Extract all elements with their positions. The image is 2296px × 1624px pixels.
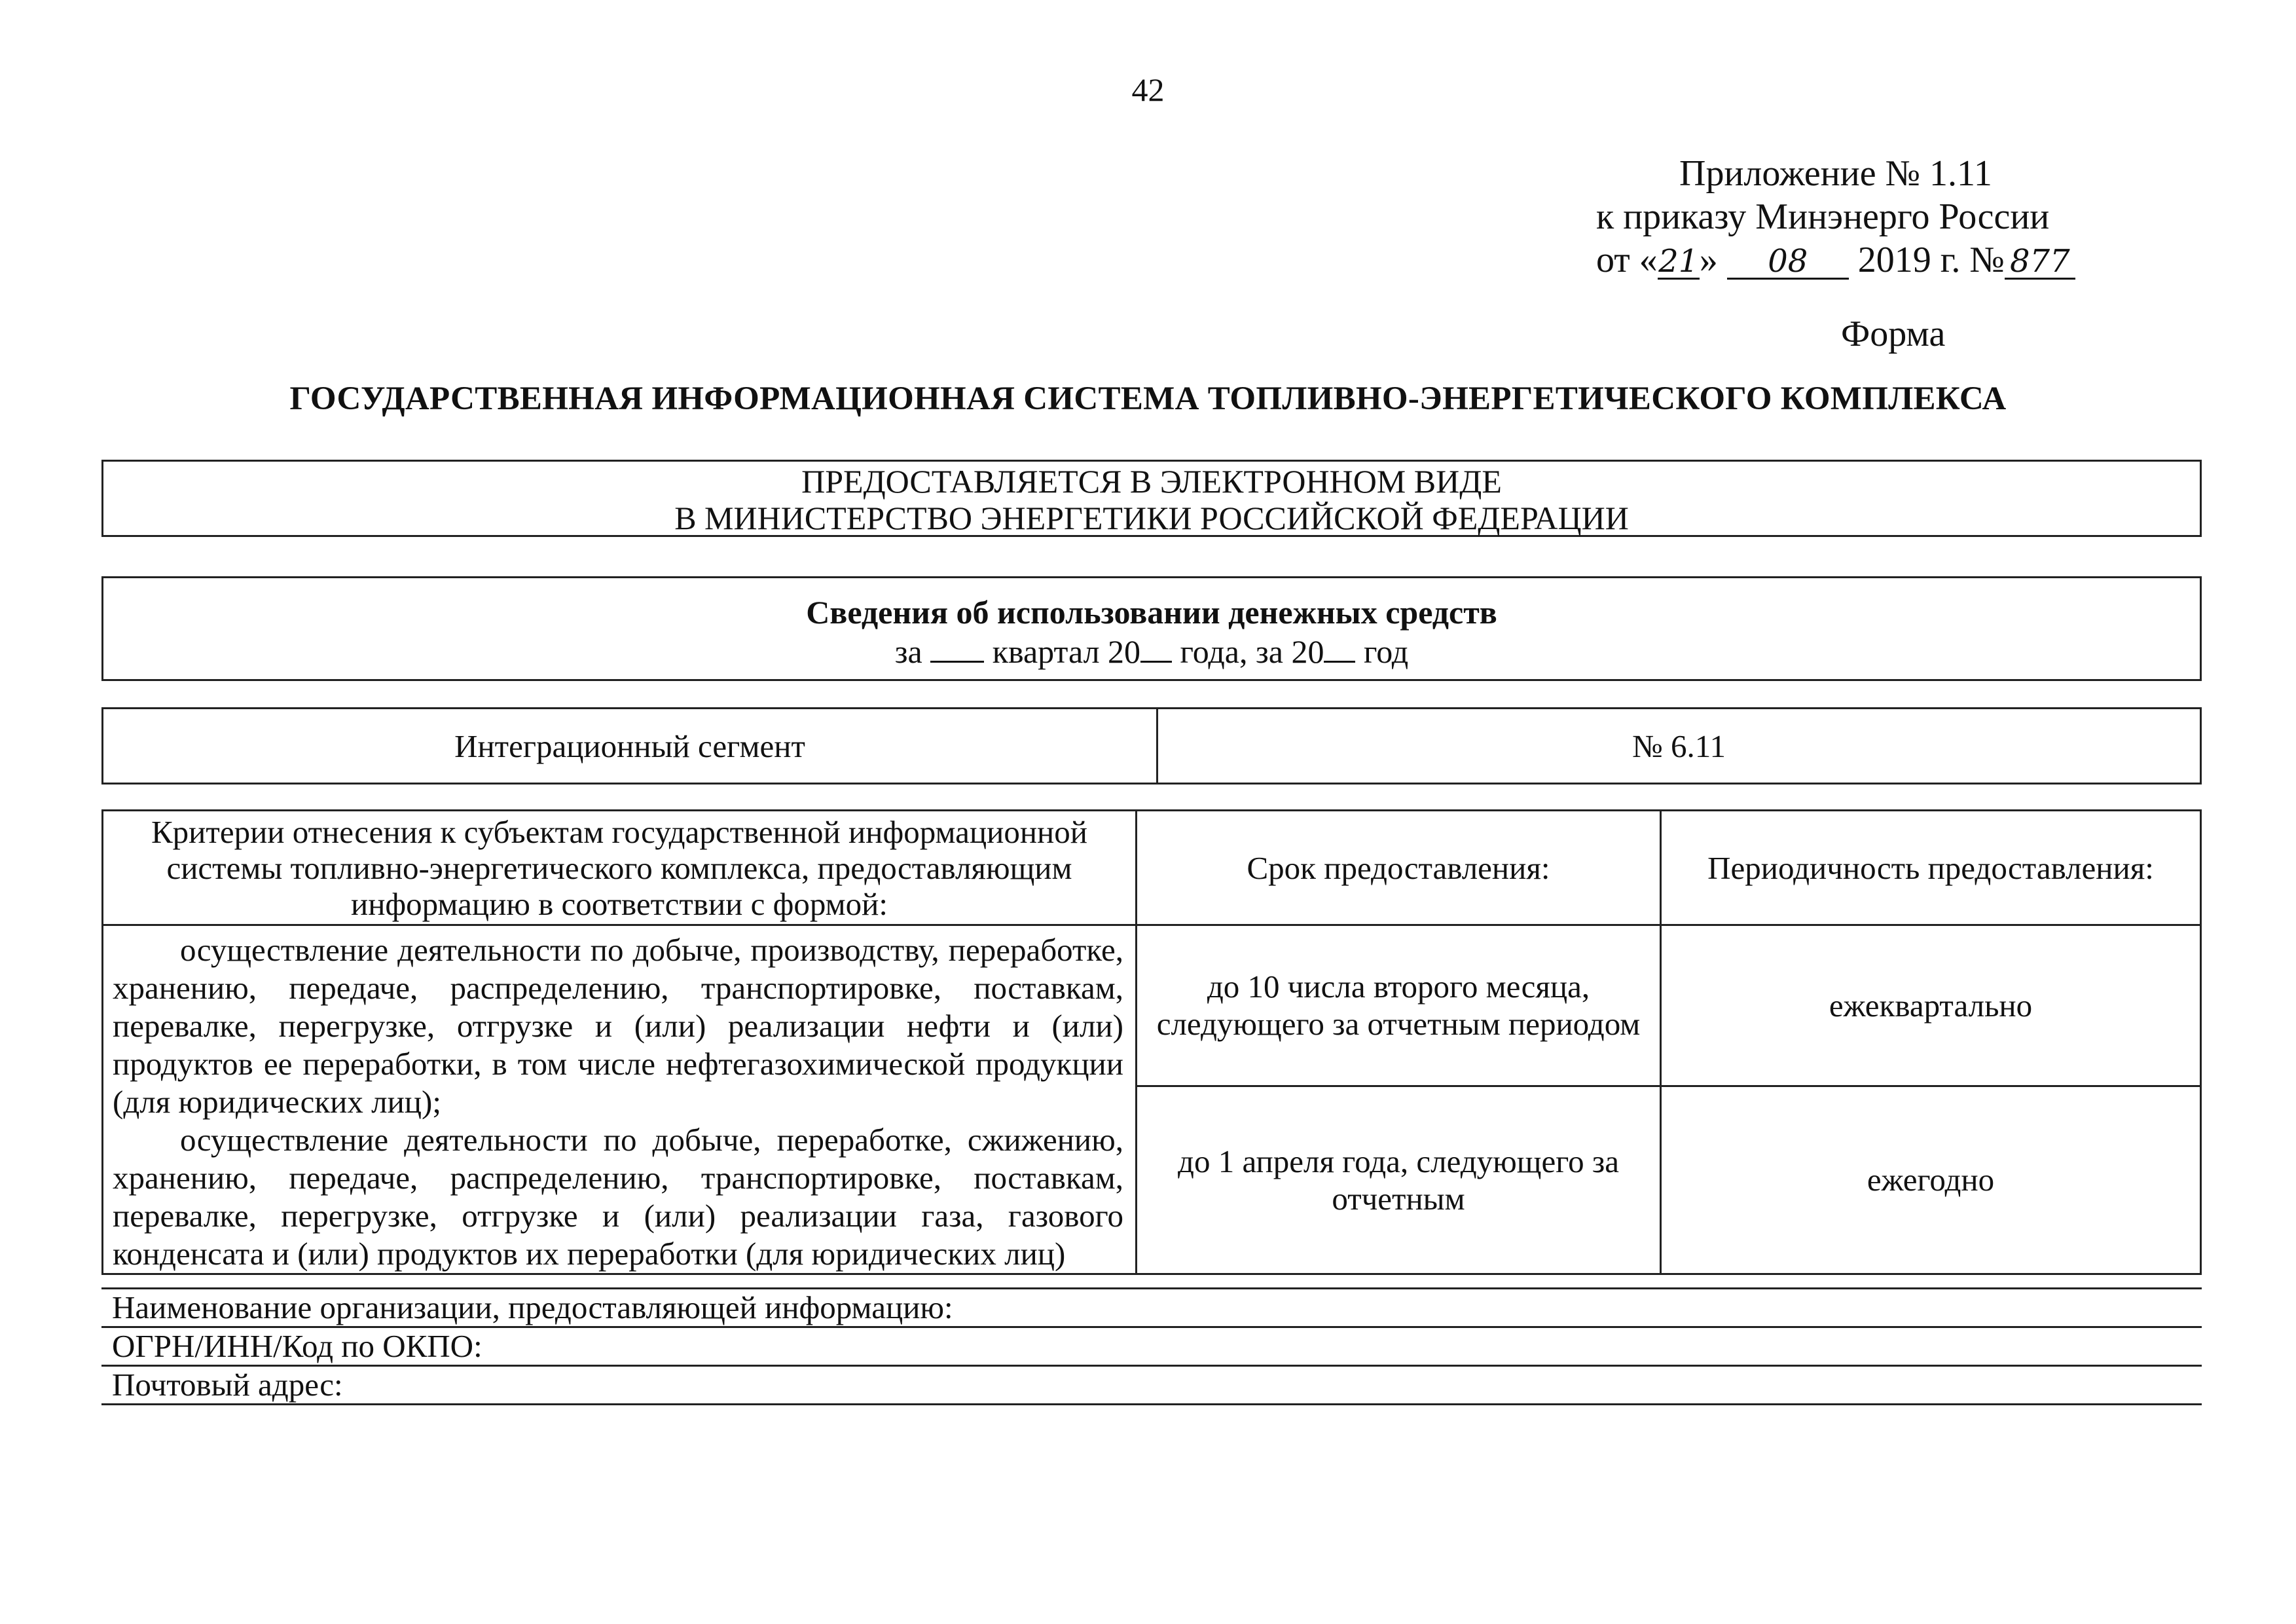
deadline-cell: до 10 числа второго месяца, следующего за отчетным периодом: [1137, 925, 1661, 1086]
date-prefix: от «: [1596, 240, 1658, 280]
segment-label: Интеграционный сегмент: [103, 709, 1157, 784]
period-year-suffix: год: [1363, 633, 1409, 670]
quarter-blank[interactable]: [930, 632, 984, 663]
order-day: 21: [1658, 243, 1699, 280]
date-separator: »: [1699, 240, 1718, 280]
electronic-line-1: ПРЕДОСТАВЛЯЕТСЯ В ЭЛЕКТРОННОМ ВИДЕ: [801, 463, 1502, 500]
org-name-field[interactable]: Наименование организации, предоставляющей информацию:: [101, 1287, 2202, 1326]
period-prefix: за: [894, 633, 922, 670]
order-month: 08: [1727, 245, 1849, 280]
order-number: 877: [2005, 245, 2075, 280]
org-ids-field[interactable]: ОГРН/ИНН/Код по ОКПО:: [101, 1326, 2202, 1365]
criteria-header: Критерии отнесения к субъектам государственной информационной системы топливно-энергетического комплекса, предоставляющим информацию в соответствии с формой:: [103, 811, 1137, 925]
criteria-paragraph-oil: осуществление деятельности по добыче, производству, переработке, хранению, передаче, распределению, транспортировке, поставкам, перевалке, перегрузке, отгрузке и (или) реализации нефти и (или) продуктов ее переработки, в том числе нефтегазохимической продукции (для юридических лиц);: [113, 932, 1123, 1120]
report-title-box: [101, 576, 2202, 681]
postal-address-field[interactable]: Почтовый адрес:: [101, 1365, 2202, 1405]
periodicity-cell: ежеквартально: [1661, 925, 2201, 1086]
main-title: ГОСУДАРСТВЕННАЯ ИНФОРМАЦИОННАЯ СИСТЕМА ТОПЛИВНО-ЭНЕРГЕТИЧЕСКОГО КОМПЛЕКСА: [289, 380, 2007, 417]
appendix-title: Приложение № 1.11: [1679, 153, 1992, 194]
order-year: 2019 г. №: [1857, 240, 2005, 280]
quarter-year-blank[interactable]: [1140, 632, 1172, 663]
electronic-submission-box: [101, 460, 2202, 537]
form-label: Форма: [1841, 314, 1946, 354]
criteria-table: [101, 809, 2202, 1275]
appendix-order-ref: к приказу Минэнерго России: [1596, 196, 2050, 237]
periodicity-cell: ежегодно: [1661, 1086, 2201, 1274]
report-title: Сведения об использовании денежных средств: [806, 594, 1497, 631]
report-period: [103, 632, 2200, 671]
period-quarter-text: квартал 20: [992, 633, 1141, 670]
criteria-header-row: [103, 811, 2201, 925]
electronic-line-2: В МИНИСТЕРСТВО ЭНЕРГЕТИКИ РОССИЙСКОЙ ФЕДЕРАЦИИ: [674, 500, 1629, 536]
segment-value: № 6.11: [1157, 709, 2201, 784]
page-number: 42: [1131, 71, 1165, 108]
appendix-header: [1596, 152, 2094, 282]
appendix-date-line: [1596, 238, 2094, 282]
periodicity-header: Периодичность предоставления:: [1661, 811, 2201, 925]
deadline-cell: до 1 апреля года, следующего за отчетным: [1137, 1086, 1661, 1274]
deadline-header: Срок предоставления:: [1137, 811, 1661, 925]
segment-table: [101, 707, 2202, 784]
table-row: [103, 925, 2201, 1086]
criteria-cell: [103, 925, 1137, 1274]
organization-fields: [101, 1287, 2202, 1405]
segment-row: [103, 709, 2201, 784]
year-blank[interactable]: [1324, 632, 1355, 663]
criteria-paragraph-gas: осуществление деятельности по добыче, переработке, сжижению, хранению, передаче, распределению, транспортировке, поставкам, перевалке, перегрузке, отгрузке и (или) реализации газа, газового конденсата и (или) продуктов их переработки (для юридических лиц): [113, 1122, 1123, 1272]
period-year-text: года, за 20: [1180, 633, 1324, 670]
